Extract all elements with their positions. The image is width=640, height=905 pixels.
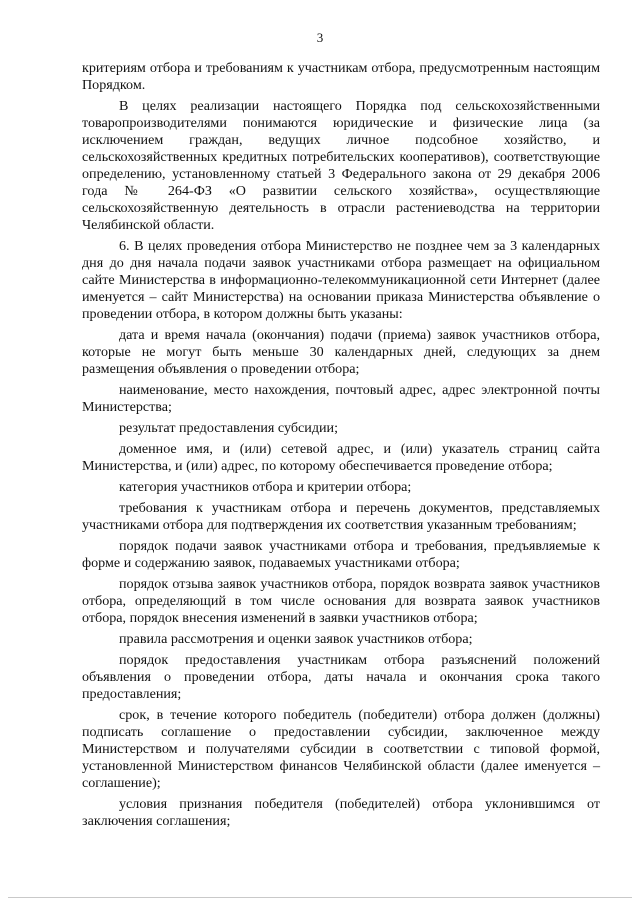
list-item: порядок подачи заявок участниками отбора и требования, предъявляемые к форме и содержанию заявок, подаваемых участниками отбора; [82,538,600,571]
list-item: результат предоставления субсидии; [119,420,338,436]
paragraph-continuation: критериям отбора и требованиям к участникам отбора, предусмотренным настоящим Порядком. [82,60,600,93]
list-item: срок, в течение которого победитель (победители) отбора должен (должны) подписать соглашение о предоставлении субсидии, заключенное между Министерством и получателями субсидии в соответствии с типовой формой, установленной Министерством финансов Челябинской области (далее именуется – соглашение); [82,707,600,791]
document-body [82,60,600,834]
list-item: доменное имя, и (или) сетевой адрес, и (или) указатель страниц сайта Министерства, и (или) адрес, по которому обеспечивается проведение отбора; [82,441,600,474]
bottom-divider [8,897,632,898]
list-item: категория участников отбора и критерии отбора; [119,479,412,495]
list-item: наименование, место нахождения, почтовый адрес, адрес электронной почты Министерства; [82,382,600,415]
paragraph-producers-definition: В целях реализации настоящего Порядка под сельскохозяйственными товаропроизводителями понимаются юридические и физические лица (за исключением граждан, ведущих личное подсобное хозяйство, и сельскохозяйственных кредитных потребительских кооперативов), соответствующие определению, установленному статьей 3 Федерального закона от 29 декабря 2006 года № 264-ФЗ «О развитии сельского хозяйства», осуществляющие сельскохозяйственную деятельность в отрасли растениеводства на территории Челябинской области. [82,98,600,233]
list-item: правила рассмотрения и оценки заявок участников отбора; [119,631,473,647]
list-item: условия признания победителя (победителей) отбора уклонившимся от заключения соглашения; [82,796,600,829]
page-number: 3 [316,30,324,45]
list-item: порядок предоставления участникам отбора разъяснений положений объявления о проведении отбора, даты начала и окончания срока такого предоставления; [82,652,600,702]
list-item: требования к участникам отбора и перечень документов, представляемых участниками отбора для подтверждения их соответствия указанным требованиям; [82,500,600,533]
list-item: дата и время начала (окончания) подачи (приема) заявок участников отбора, которые не могут быть меньше 30 календарных дней, следующих за днем размещения объявления о проведении отбора; [82,327,600,377]
list-item: порядок отзыва заявок участников отбора, порядок возврата заявок участников отбора, определяющий в том числе основания для возврата заявок участников отбора, порядок внесения изменений в заявки участников отбора; [82,576,600,626]
paragraph-item-6: 6. В целях проведения отбора Министерство не позднее чем за 3 календарных дня до дня начала подачи заявок участниками отбора размещает на официальном сайте Министерства в информационно-телекоммуникационной сети Интернет (далее именуется – сайт Министерства) на основании приказа Министерства объявление о проведении отбора, в котором должны быть указаны: [82,238,600,322]
